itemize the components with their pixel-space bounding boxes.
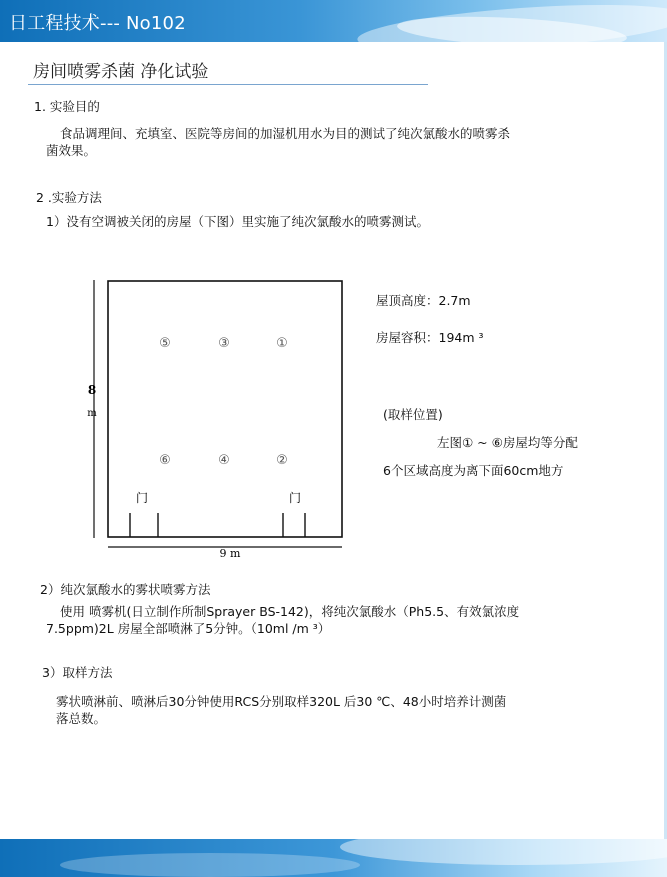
section2-heading: 2 .实验方法 [36,190,102,205]
width-label: 9 m [219,547,241,560]
section1-line1: 食品调理间、充填室、医院等房间的加湿机用水为目的测试了纯次氯酸水的喷雾杀 [60,126,511,141]
section1-heading: 1. 实验目的 [34,99,100,114]
footer-wave-decoration [340,839,667,865]
sampling-point-5: ⑤ [159,336,171,351]
step1-text: 1）没有空调被关闭的房屋（下图）里实施了纯次氯酸水的喷雾测试。 [46,214,429,229]
sampling-title: (取样位置) [383,407,443,422]
sampling-point-3: ③ [218,336,230,351]
step2-line1: 使用 喷雾机(日立制作所制Sprayer BS-142)，将纯次氯酸水（Ph5.5、有效氯浓度 [60,604,520,619]
section1-line2: 菌效果。 [46,143,97,158]
step3-line2: 落总数。 [56,711,107,726]
room-diagram [80,270,360,570]
footer-banner [0,839,667,877]
sampling-line1: 左图① ~ ⑥房屋均等分配 [437,435,578,450]
sampling-point-4: ④ [218,453,230,468]
sampling-point-6: ⑥ [159,453,171,468]
step3-line1: 雾状喷淋前、喷淋后30分钟使用RCS分别取样320L 后30 ℃、48小时培养计测菌 [56,694,507,709]
header-title: 日工程技术--- No102 [9,13,186,34]
step2-heading: 2）纯次氯酸水的雾状喷雾方法 [40,582,211,597]
footer-wave-decoration [60,853,360,877]
sampling-point-2: ② [276,453,288,468]
header-banner [0,0,667,42]
step2-line2: 7.5ppm)2L 房屋全部喷淋了5分钟。（10ml /m ³） [46,621,331,636]
ceiling-height-text: 屋顶高度：2.7m [376,293,471,308]
sampling-point-1: ① [276,336,288,351]
height-label-unit: m [87,408,97,419]
door-right-label: 门 [288,491,302,505]
title-underline [28,84,428,85]
sampling-line2: 6个区域高度为离下面60cm地方 [383,463,564,478]
step3-heading: 3）取样方法 [42,665,113,680]
room-volume-text: 房屋容积：194m ³ [376,330,484,345]
height-label-number: 8 [87,383,97,397]
page-title: 房间喷雾杀菌 净化试验 [33,62,209,82]
door-left-label: 门 [135,491,149,505]
